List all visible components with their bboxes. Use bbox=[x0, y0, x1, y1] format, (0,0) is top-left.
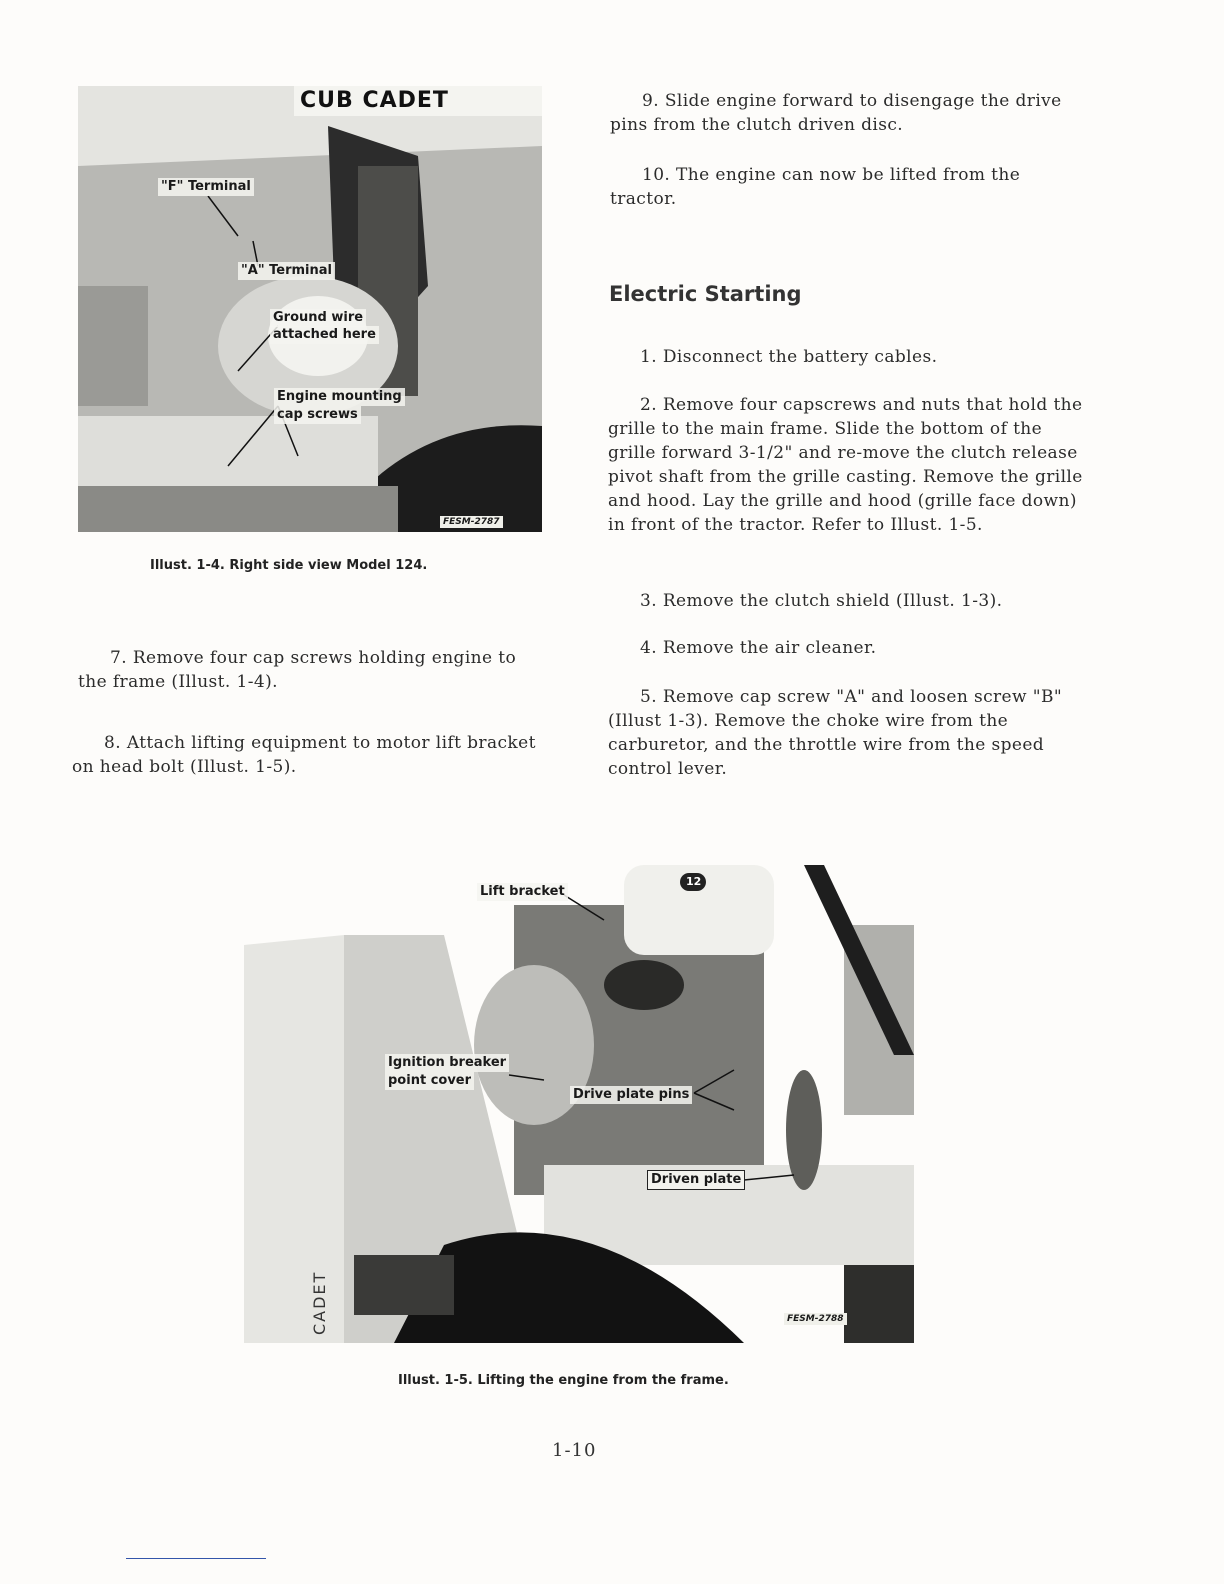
illus-1-5-caption: Illust. 1-5. Lifting the engine from the frame. bbox=[398, 1373, 729, 1388]
ground-wire-label-line1: Ground wire bbox=[270, 309, 366, 327]
step-7-text: 7. Remove four cap screws holding engine to the frame (Illust. 1-4). bbox=[78, 648, 517, 692]
engine-lift-photo-graphic bbox=[244, 865, 914, 1343]
illustration-1-5 bbox=[244, 865, 914, 1343]
step-10-text: 10. The engine can now be lifted from the tractor. bbox=[610, 165, 1021, 209]
electric-step-3-text: 3. Remove the clutch shield (Illust. 1-3). bbox=[640, 591, 1003, 611]
brand-text: CUB CADET bbox=[300, 88, 449, 113]
figure-code: FESM-2787 bbox=[440, 516, 503, 528]
page-number: 1-10 bbox=[552, 1440, 597, 1461]
step-9-text: 9. Slide engine forward to disengage the drive pins from the clutch driven disc. bbox=[610, 91, 1062, 135]
driven-plate-label: Driven plate bbox=[647, 1170, 745, 1190]
brand-vertical-text: CADET bbox=[310, 1270, 329, 1335]
f-terminal-label: "F" Terminal bbox=[158, 178, 254, 196]
section-heading: Electric Starting bbox=[609, 282, 802, 306]
figure-code: FESM-2788 bbox=[784, 1313, 847, 1325]
electric-step-4-text: 4. Remove the air cleaner. bbox=[640, 638, 877, 658]
electric-step-1-text: 1. Disconnect the battery cables. bbox=[640, 347, 938, 367]
engine-mounting-label-line2: cap screws bbox=[274, 406, 361, 424]
step-8-paragraph bbox=[72, 731, 542, 779]
illus-1-4-caption: Illust. 1-4. Right side view Model 124. bbox=[150, 558, 428, 573]
ignition-label-line2: point cover bbox=[385, 1072, 474, 1090]
footer-rule bbox=[126, 1558, 266, 1559]
drive-plate-pins-label: Drive plate pins bbox=[570, 1086, 692, 1104]
step-9-paragraph bbox=[610, 89, 1088, 137]
electric-step-5 bbox=[608, 685, 1088, 781]
electric-step-4 bbox=[608, 636, 1088, 660]
ground-wire-label-line2: attached here bbox=[270, 326, 379, 344]
step-7-paragraph bbox=[78, 646, 518, 694]
electric-step-1 bbox=[608, 345, 1088, 369]
step-8-text: 8. Attach lifting equipment to motor lift bracket on head bolt (Illust. 1-5). bbox=[72, 733, 536, 777]
electric-step-2 bbox=[608, 393, 1088, 537]
electric-step-5-text: 5. Remove cap screw "A" and loosen screw "B" (Illust 1-3). Remove the choke wire from the carburetor, and the throttle wire from the speed control lever. bbox=[608, 687, 1063, 779]
illustration-1-4 bbox=[78, 86, 542, 532]
a-terminal-label: "A" Terminal bbox=[238, 262, 335, 280]
electric-step-2-text: 2. Remove four capscrews and nuts that hold the grille to the main frame. Slide the bottom of the grille forward 3-1/2" and re-move the clutch release pivot shaft from the grille casting. Remove the grille and hood. Lay the grille and hood (grille face down) in front of the tractor. Refer to Illust. 1-5. bbox=[608, 395, 1083, 535]
badge-text: 12 bbox=[686, 875, 702, 888]
lift-bracket-label: Lift bracket bbox=[477, 883, 568, 901]
engine-mounting-label-line1: Engine mounting bbox=[274, 388, 405, 406]
ignition-label-line1: Ignition breaker bbox=[385, 1054, 509, 1072]
step-10-paragraph bbox=[610, 163, 1088, 211]
electric-step-3 bbox=[608, 589, 1088, 613]
